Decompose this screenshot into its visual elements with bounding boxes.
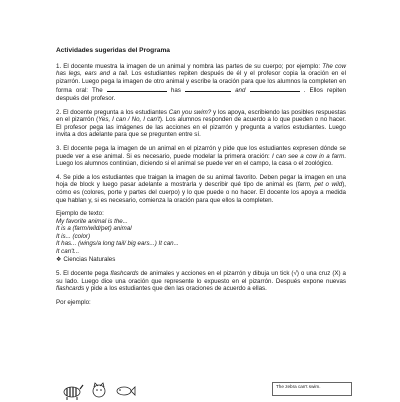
activity-1-text-a: 1. El docente muestra la imagen de un animal y nombra las partes de su cuerpo; por ejemplo: [56, 62, 323, 70]
example-caption: The zebra can't swim. [276, 384, 321, 389]
activity-3 [56, 145, 346, 168]
activity-2 [56, 109, 346, 139]
example-line-4: It has... (wings/a long tail/ big ears...) It can... [56, 240, 179, 248]
blank-line-2 [185, 85, 231, 92]
activity-5-text-a: 5. El docente pega [56, 270, 111, 278]
zebra-illustration [60, 382, 84, 400]
activity-5-flashcards-1: flashcards [110, 270, 139, 278]
activity-5-text-c: y pide a los estudiantes que den las oraciones de acuerdo a ellas. [84, 285, 267, 293]
fish-illustration [114, 382, 136, 400]
section-heading: Actividades sugeridas del Programa [56, 47, 170, 54]
activity-2-text-a: 2. El docente pregunta a los estudiantes [56, 108, 169, 116]
activity-1-text-e: . Ellos repiten después del profesor. [56, 87, 346, 102]
activity-5 [56, 270, 346, 293]
activity-1 [56, 63, 346, 103]
activity-3-text-b: . Luego los alumnos continúan, diciendo si el animal se puede ver en el campo, la casa o el zoológico. [56, 152, 346, 168]
example-line-2: It is a (farm/wild/pet) animal [56, 225, 132, 233]
example-text [56, 210, 346, 264]
activity-4 [56, 174, 346, 204]
diamond-bullet-icon: ❖ [56, 256, 62, 263]
blank-line-1 [107, 85, 167, 92]
activity-3-text-a: 3. El docente pega la imagen de un animal en el pizarrón y pide que los estudiantes expresen dónde se puede ver a ese animal. Si es necesario, puede modelar la primera oración: [56, 144, 346, 160]
activity-2-text-c: ). Los alumnos responden de acuerdo a lo que pueden o no hacer. El profesor pega las imágenes de las acciones en el pizarrón y pregunta a varios estudiantes. Luego invita a dos adelante para que se pregunten entre sí. [56, 116, 346, 139]
example-line-1: My favorite animal is the... [56, 217, 128, 225]
activities-content [56, 47, 346, 313]
activity-4-text-a: 4. Se pide a los estudiantes que traigan la imagen de su animal favorito. Deben pegar la imagen en una hoja de block y luego pasar adelante a mostrarla y describir qué tipo de animal es ( [56, 173, 346, 189]
activity-1-text-b: . Los estudiantes repiten después de él y el profesor copia la oración en el pizarrón. Luego pega la imagen de otro animal y escribe la oración para que los alumnos la completen en forma oral: The [56, 70, 346, 95]
activity-2-answers: Yes, I can / No, I can't [98, 116, 160, 124]
activity-3-example: I can see a cow in a farm [271, 152, 345, 160]
example-caption-box [272, 382, 352, 396]
subject-bullet-label: Ciencias Naturales [63, 255, 116, 263]
subject-bullet [56, 256, 346, 265]
example-illustrations [60, 382, 360, 402]
example-line-5: It can't... [56, 248, 80, 256]
activity-1-text-d: and [230, 87, 246, 95]
activity-2-question: Can you swim? [168, 108, 212, 116]
activity-5-text-b: de animales y acciones en el pizarrón y dibuja un tick (√) o una cruz (X) a su lado. Luego dice una oración que represente lo expuesto en el pizarrón. Después expone nuevas [56, 270, 346, 285]
activity-1-text-c: has [166, 87, 185, 95]
blank-line-3 [250, 85, 300, 92]
activity-5-flashcards-2: flashcards [56, 285, 85, 293]
activity-2-text-b: y los apoya, escribiendo las posibles respuestas en el pizarrón ( [56, 108, 347, 124]
example-line-3: It is... (color) [56, 232, 91, 240]
cat-illustration [90, 382, 108, 400]
activity-1-example: The cow has legs, ears and a tail [56, 62, 346, 78]
example-label: Ejemplo de texto: [56, 210, 104, 218]
activity-4-types: farm, pet o wild [297, 181, 343, 189]
activity-4-text-b: ), cómo es (colores, porte y partes del cuerpo) y lo que puede o no hacer. El docente los apoya a medida que hablan y, si es necesario, comienza la oración para que ellos la completen. [56, 181, 346, 204]
por-ejemplo-label: Por ejemplo: [56, 299, 91, 307]
